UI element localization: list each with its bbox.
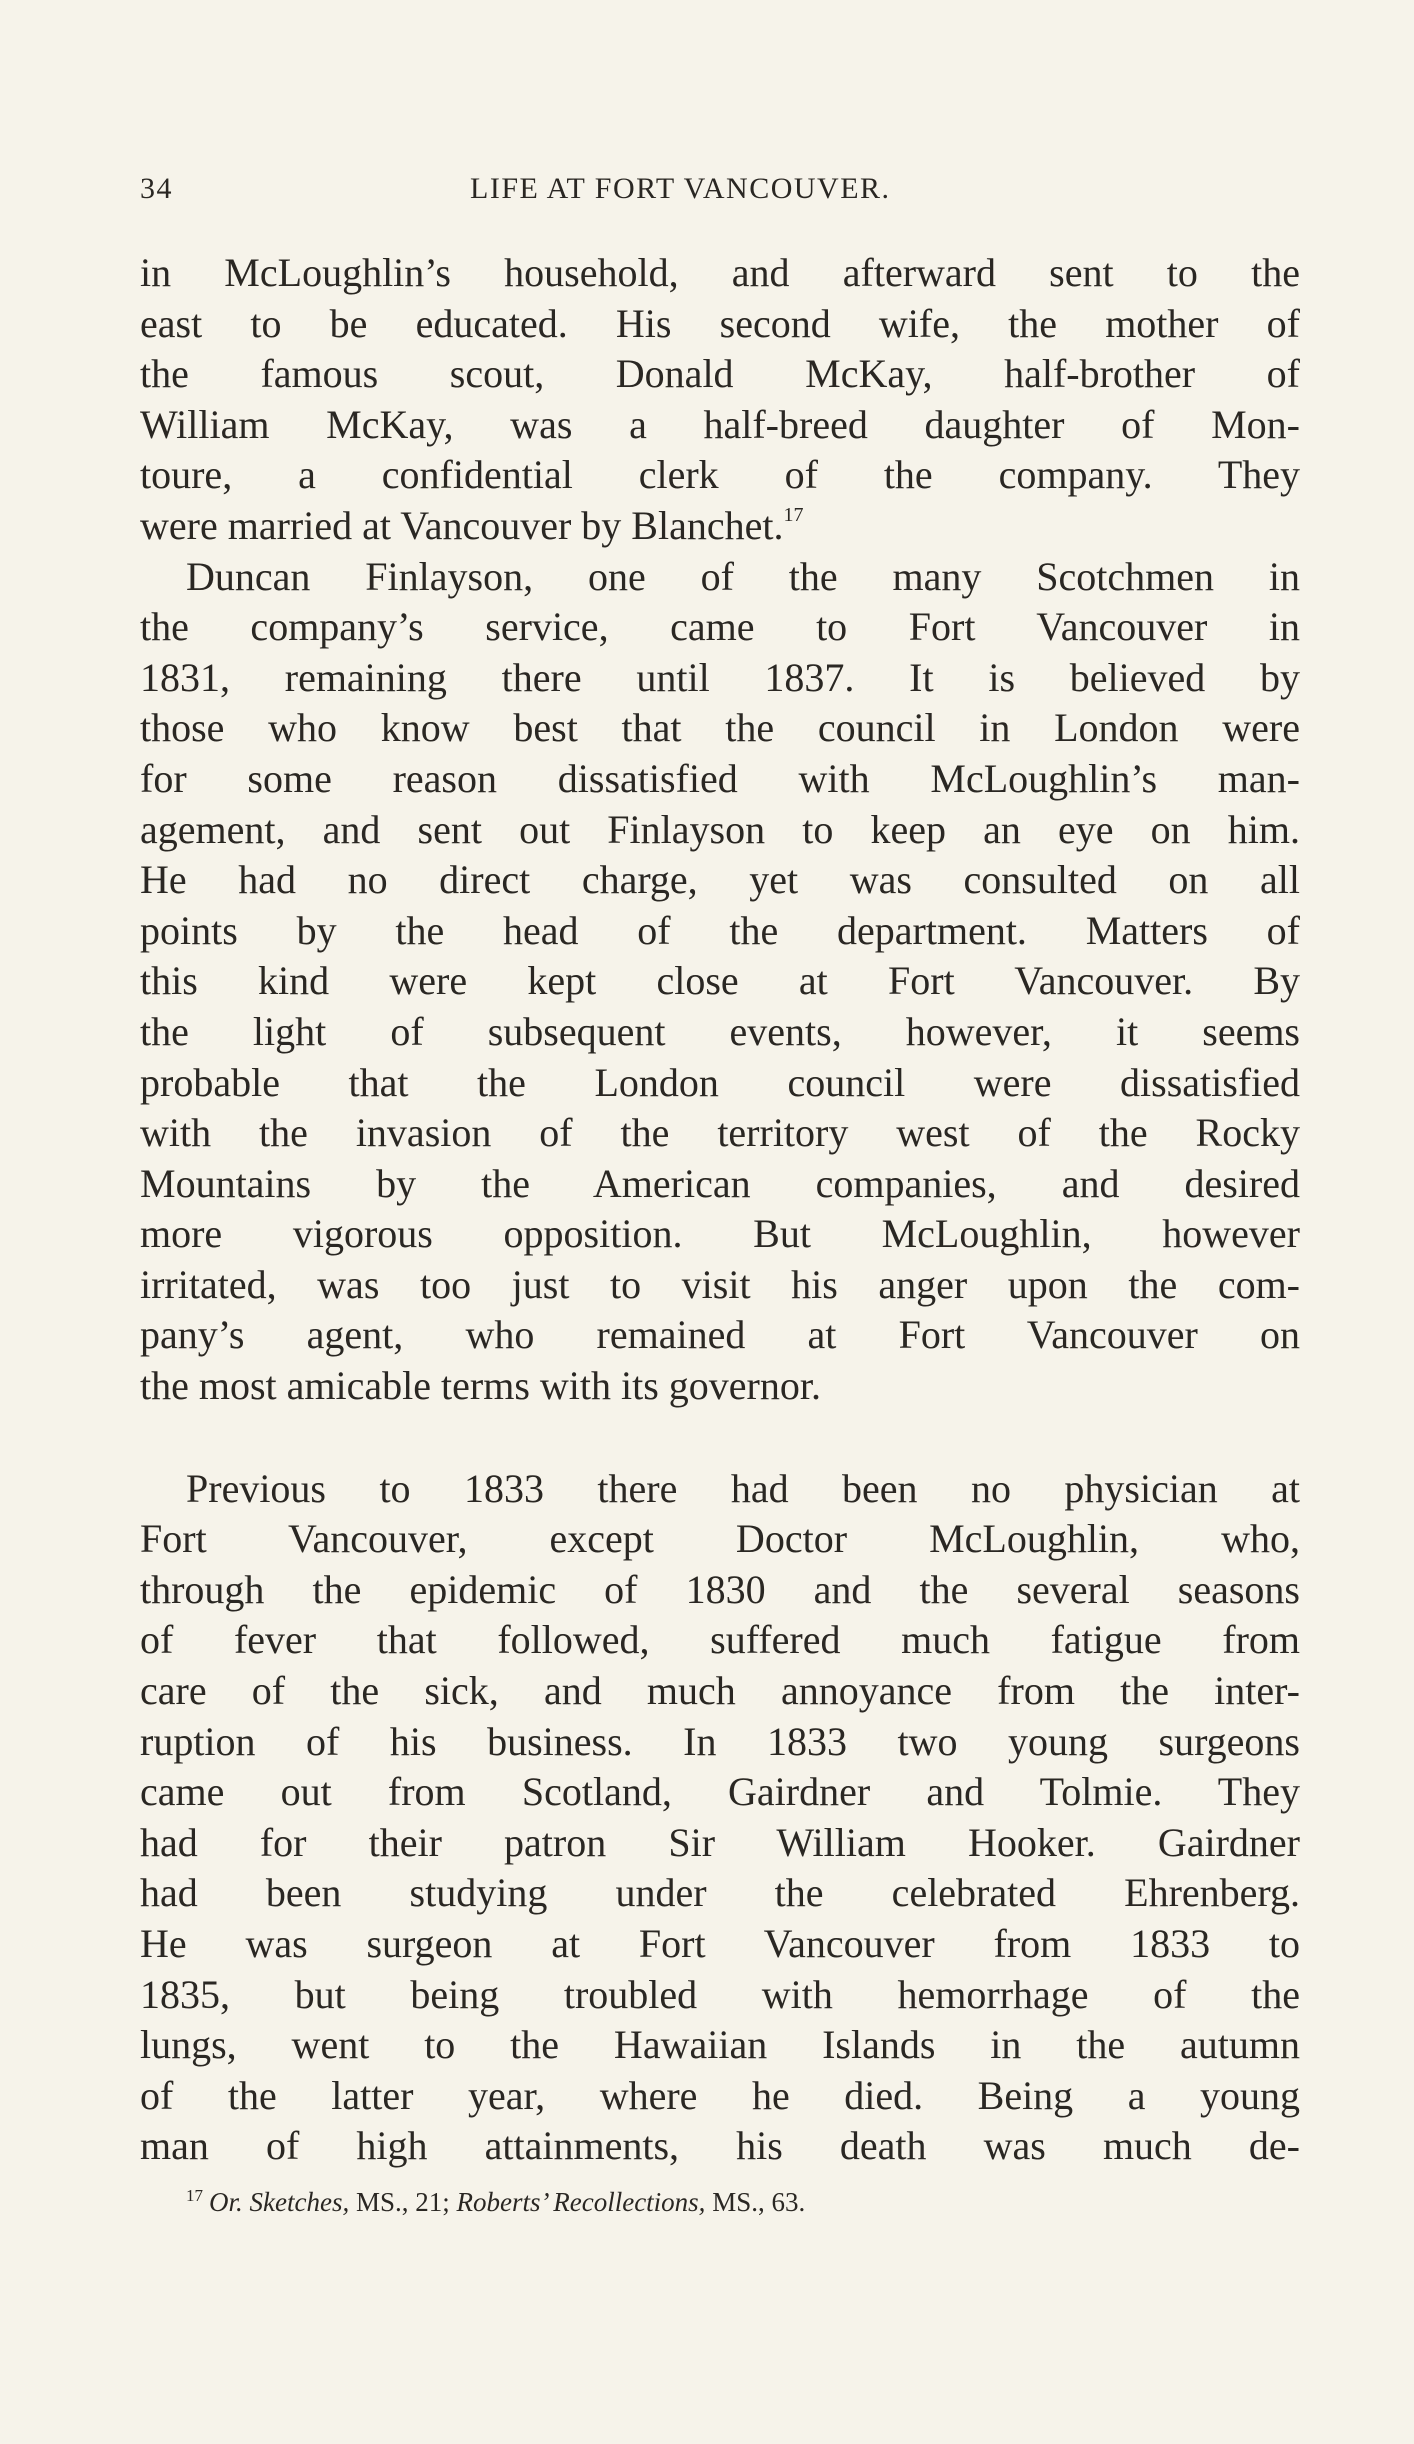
text-line: the most amicable terms with its governor. (140, 1363, 821, 1409)
text-line: probable that the London council were dissatisfied (140, 1059, 1300, 1105)
running-header (140, 172, 1300, 212)
text-line: the company’s service, came to Fort Vancouver in (140, 604, 1300, 650)
footnote-reference-text: MS., 21; (349, 2187, 457, 2217)
footnote-source: Roberts’ Recollections, (456, 2187, 706, 2217)
footnote-source: Or. Sketches, (209, 2187, 350, 2217)
text-line: care of the sick, and much annoyance from the inter- (140, 1668, 1300, 1714)
text-line: Mountains by the American companies, and desired (140, 1160, 1300, 1206)
text-line-content: were married at Vancouver by Blanchet. (140, 502, 784, 548)
text-line: lungs, went to the Hawaiian Islands in the autumn (140, 2022, 1300, 2068)
text-line: 1835, but being troubled with hemorrhage of the (140, 1971, 1300, 2017)
text-line: William McKay, was a half-breed daughter of Mon- (140, 401, 1300, 447)
text-line: those who know best that the council in London were (140, 705, 1300, 751)
text-line: the light of subsequent events, however, it seems (140, 1008, 1300, 1054)
running-title: LIFE AT FORT VANCOUVER. (470, 172, 891, 205)
text-line: had for their patron Sir William Hooker. Gairdner (140, 1819, 1300, 1865)
body-text (140, 248, 1300, 2172)
text-line: Fort Vancouver, except Doctor McLoughlin, who, (140, 1516, 1300, 1562)
text-line: He had no direct charge, yet was consulted on all (140, 857, 1300, 903)
text-line: Duncan Finlayson, one of the many Scotchmen in (186, 553, 1300, 599)
text-line: with the invasion of the territory west of the Rocky (140, 1110, 1300, 1156)
text-line: He was surgeon at Fort Vancouver from 1833 to (140, 1921, 1300, 1966)
text-line: man of high attainments, his death was much de- (140, 2123, 1300, 2169)
text-line: in McLoughlin’s household, and afterward sent to the (140, 250, 1300, 295)
text-line: ruption of his business. In 1833 two young surgeons (140, 1718, 1300, 1764)
text-line: irritated, was too just to visit his anger upon the com- (140, 1261, 1300, 1307)
page-number: 34 (140, 172, 173, 205)
text-line: pany’s agent, who remained at Fort Vancouver on (140, 1312, 1300, 1358)
paragraph (140, 1464, 1300, 2172)
text-line: 1831, remaining there until 1837. It is believed by (140, 654, 1300, 700)
text-line (140, 501, 1300, 552)
text-line: agement, and sent out Finlayson to keep an eye on him. (140, 806, 1300, 852)
text-line: Previous to 1833 there had been no physician at (186, 1465, 1300, 1511)
footnote (186, 2186, 805, 2218)
paragraph-spacer (140, 1412, 1300, 1464)
text-line: for some reason dissatisfied with McLoughlin’s man- (140, 755, 1300, 801)
paragraph (140, 552, 1300, 1412)
text-line: more vigorous opposition. But McLoughlin, however (140, 1211, 1300, 1257)
footnote-reference-text: MS., 63. (705, 2187, 806, 2217)
footnote-marker: 17 (186, 2186, 203, 2205)
text-line: east to be educated. His second wife, the mother of (140, 300, 1300, 346)
text-line: the famous scout, Donald McKay, half-brother of (140, 351, 1300, 397)
footnote-reference[interactable]: 17 (783, 503, 804, 526)
text-line: toure, a confidential clerk of the company. They (140, 452, 1300, 498)
text-line: this kind were kept close at Fort Vancouver. By (140, 958, 1300, 1004)
text-line: through the epidemic of 1830 and the several seasons (140, 1566, 1300, 1612)
text-line: of the latter year, where he died. Being a young (140, 2072, 1300, 2118)
paragraph (140, 248, 1300, 552)
text-line: points by the head of the department. Matters of (140, 907, 1300, 953)
text-line: came out from Scotland, Gairdner and Tolmie. They (140, 1769, 1300, 1815)
text-line: had been studying under the celebrated Ehrenberg. (140, 1870, 1300, 1916)
text-line: of fever that followed, suffered much fatigue from (140, 1617, 1300, 1663)
